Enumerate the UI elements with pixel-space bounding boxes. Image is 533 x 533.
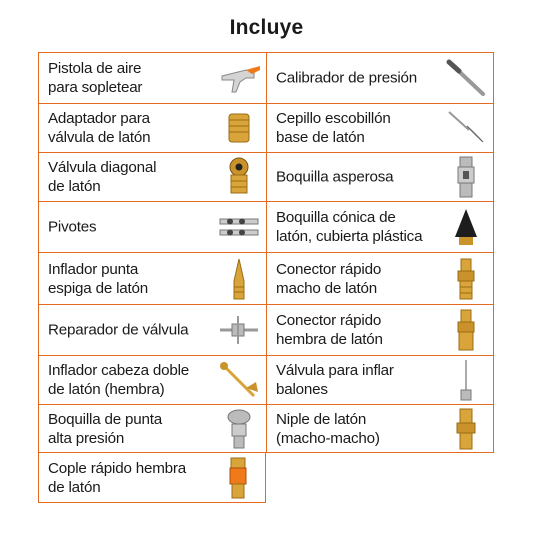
ball-inflation-needle-icon xyxy=(443,358,489,402)
item-cell xyxy=(266,404,494,452)
item-cell xyxy=(266,52,494,103)
male-quick-connector-icon xyxy=(443,257,489,301)
high-pressure-nozzle-icon xyxy=(216,407,262,451)
item-label: Pistola de aire para sopletear xyxy=(48,60,143,96)
item-cell xyxy=(38,152,266,201)
item-label: Boquilla asperosa xyxy=(276,168,394,186)
item-cell xyxy=(38,355,266,404)
item-label: Cepillo escobillón base de latón xyxy=(276,110,391,146)
bottle-brush-icon xyxy=(443,106,489,150)
brass-valve-adapter-icon xyxy=(216,106,262,150)
air-blow-gun-icon xyxy=(216,56,262,100)
item-cell xyxy=(38,201,266,252)
valve-cores-icon xyxy=(216,205,262,249)
female-quick-connector-icon xyxy=(443,308,489,352)
item-label: Conector rápido macho de latón xyxy=(276,260,382,297)
item-cell xyxy=(266,103,494,152)
item-label: Adaptador para válvula de latón xyxy=(48,110,151,146)
item-label: Inflador cabeza doble de latón (hembra) xyxy=(48,362,190,398)
item-cell xyxy=(38,103,266,152)
item-cell xyxy=(266,252,494,304)
item-label: Inflador punta espiga de latón xyxy=(48,260,149,297)
item-label: Cople rápido hembra de latón xyxy=(48,459,187,496)
item-label: Calibrador de presión xyxy=(276,69,418,87)
item-cell xyxy=(38,52,266,103)
item-cell xyxy=(266,304,494,355)
item-label: Válvula diagonal de latón xyxy=(48,159,157,195)
included-items-table xyxy=(38,52,494,503)
conical-nozzle-icon xyxy=(443,205,489,249)
brass-tapered-inflator-icon xyxy=(216,257,262,301)
brass-nipple-icon xyxy=(443,407,489,451)
item-cell xyxy=(266,201,494,252)
item-cell xyxy=(38,452,266,503)
item-cell xyxy=(266,355,494,404)
item-cell xyxy=(38,252,266,304)
item-label: Pivotes xyxy=(48,218,97,236)
empty-cell xyxy=(266,452,494,503)
item-label: Niple de latón (macho-macho) xyxy=(276,410,380,447)
item-label: Reparador de válvula xyxy=(48,321,189,339)
valve-repair-tool-icon xyxy=(216,308,262,352)
item-label: Boquilla de punta alta presión xyxy=(48,410,162,447)
rough-nozzle-icon xyxy=(443,155,489,199)
item-cell xyxy=(38,304,266,355)
dual-head-inflator-icon xyxy=(216,358,262,402)
pressure-gauge-icon xyxy=(443,56,489,100)
brass-diagonal-valve-icon xyxy=(216,155,262,199)
item-label: Válvula para inflar balones xyxy=(276,362,394,398)
page-title: Incluye xyxy=(229,16,304,39)
item-label: Boquilla cónica de latón, cubierta plástica xyxy=(276,209,423,245)
item-label: Conector rápido hembra de latón xyxy=(276,312,383,348)
female-quick-coupler-icon xyxy=(215,456,261,500)
item-cell xyxy=(38,404,266,452)
item-cell xyxy=(266,152,494,201)
